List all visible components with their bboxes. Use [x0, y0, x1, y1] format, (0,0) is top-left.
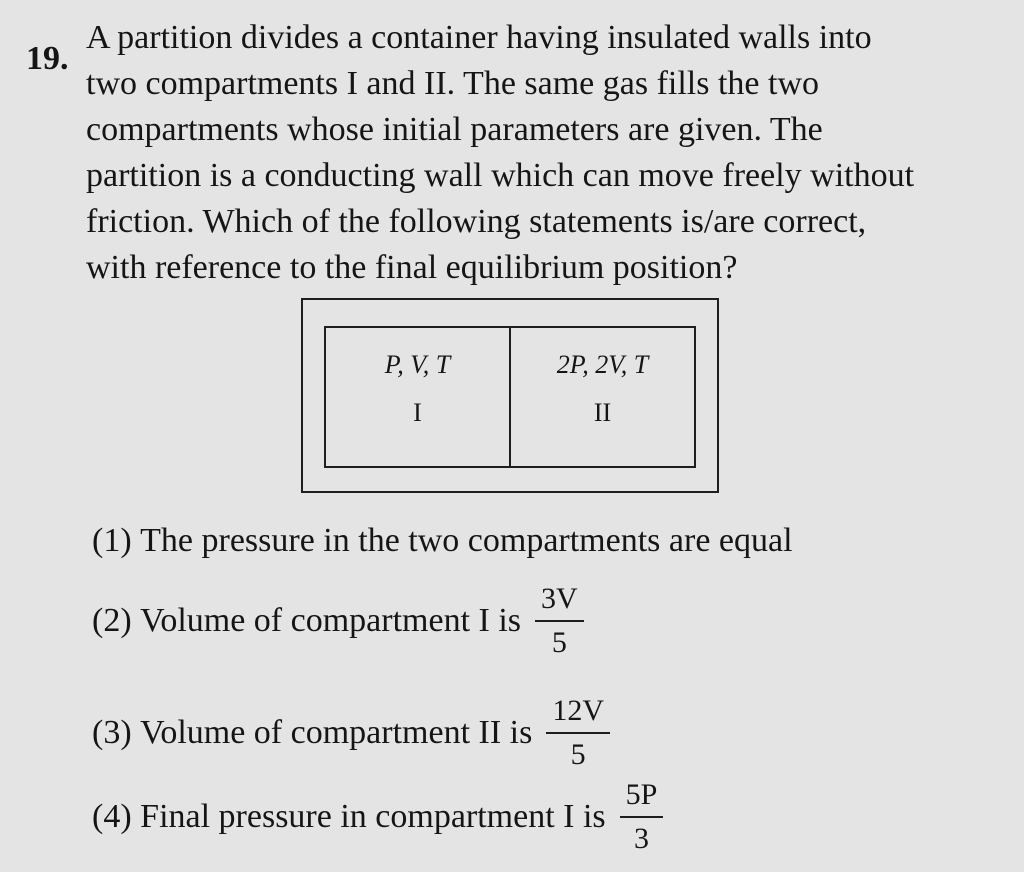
option-4-fraction-denominator: 3	[634, 822, 650, 855]
container-diagram	[324, 326, 696, 468]
question-line-4: partition is a conducting wall which can move freely without	[86, 157, 915, 194]
option-3-fraction-denominator: 5	[570, 738, 586, 771]
compartment-two-params: 2P, 2V, T	[556, 350, 649, 379]
option-4-fraction-numerator: 5P	[620, 778, 664, 818]
question-line-3: compartments whose initial parameters are given. The	[86, 111, 823, 148]
option-1-number: (1)	[92, 522, 132, 559]
option-2-number: (2)	[92, 602, 132, 639]
option-1[interactable]	[92, 522, 793, 560]
question-line-5: friction. Which of the following statements is/are correct,	[86, 203, 867, 240]
option-4-text: Final pressure in compartment I is	[140, 798, 606, 835]
option-2-fraction-numerator: 3V	[535, 582, 584, 622]
compartment-one-label: I	[413, 398, 422, 427]
option-1-text: The pressure in the two compartments are equal	[140, 522, 793, 559]
option-3-fraction-numerator: 12V	[546, 694, 610, 734]
option-4-fraction	[620, 778, 664, 856]
option-4[interactable]	[92, 778, 663, 856]
question-line-6: with reference to the final equilibrium position?	[86, 249, 738, 286]
option-2-text: Volume of compartment I is	[140, 602, 522, 639]
compartment-two-label: II	[593, 398, 612, 427]
compartment-one-params: P, V, T	[384, 350, 451, 379]
question-line-2: two compartments I and II. The same gas fills the two	[86, 65, 820, 102]
option-3[interactable]	[92, 694, 610, 772]
compartment-one	[326, 328, 509, 466]
compartment-two	[509, 328, 694, 466]
question-line-1: A partition divides a container having insulated walls into	[86, 19, 872, 56]
option-3-text: Volume of compartment II is	[140, 714, 533, 751]
option-4-number: (4)	[92, 798, 132, 835]
option-3-number: (3)	[92, 714, 132, 751]
option-3-fraction	[546, 694, 610, 772]
question-number: 19.	[26, 40, 69, 77]
option-2-fraction-denominator: 5	[551, 626, 567, 659]
option-2-fraction	[535, 582, 584, 660]
option-2[interactable]	[92, 582, 584, 660]
